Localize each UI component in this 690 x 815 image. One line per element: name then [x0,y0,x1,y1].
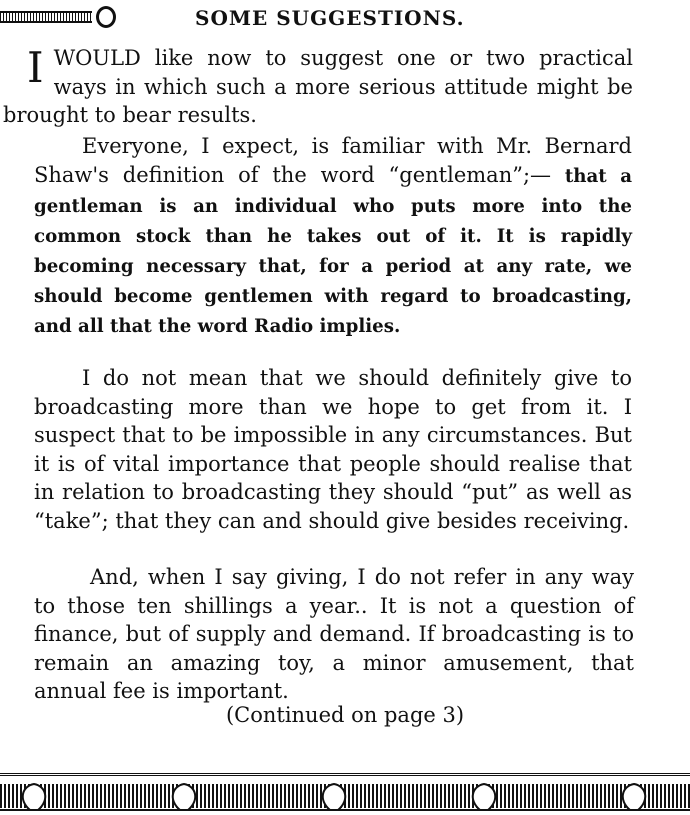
paragraph-1 [3,44,633,130]
section-heading: SOME SUGGESTIONS. [195,6,465,30]
top-ornament [0,4,118,30]
bottom-decorative-border [0,773,690,815]
continued-note: (Continued on page 3) [225,703,465,727]
ruler-ornament [0,11,92,23]
paragraph-3: I do not mean that we should definitely give to broadcasting more than we hope to get from it. I suspect that to be impossible in any circumstances. But it is of vital importance that people should realise that in relation to broadcasting they should “put” as well as “take”; that they can and should give besides receiving. [34,366,632,533]
paragraph-2-text: Everyone, I expect, is familiar with Mr. Bernard Shaw's definition of the word “gentleman”;— [34,134,632,187]
ornamental-border-icon [0,776,690,812]
paragraph-2 [34,132,632,341]
paragraph-1-text: WOULD like now to suggest one or two practical ways in which such a more serious attitude might be brought to bear results. [3,46,633,128]
drop-cap: I [27,43,44,92]
paragraph-2-bold-text: that a gentleman is an individual who puts more into the common stock than he takes out of it. It is rapidly becoming necessary that, for a period at any rate, we should become gentlemen with regard to broadcasting, and all that the word Radio implies. [34,165,632,337]
paragraph-4: And, when I say giving, I do not refer in any way to those ten shillings a year.. It is not a question of finance, but of supply and demand. If broadcasting is to remain an amazing toy, a minor amusement, that annual fee is important. [34,565,634,704]
circle-ornament-icon [96,6,116,28]
